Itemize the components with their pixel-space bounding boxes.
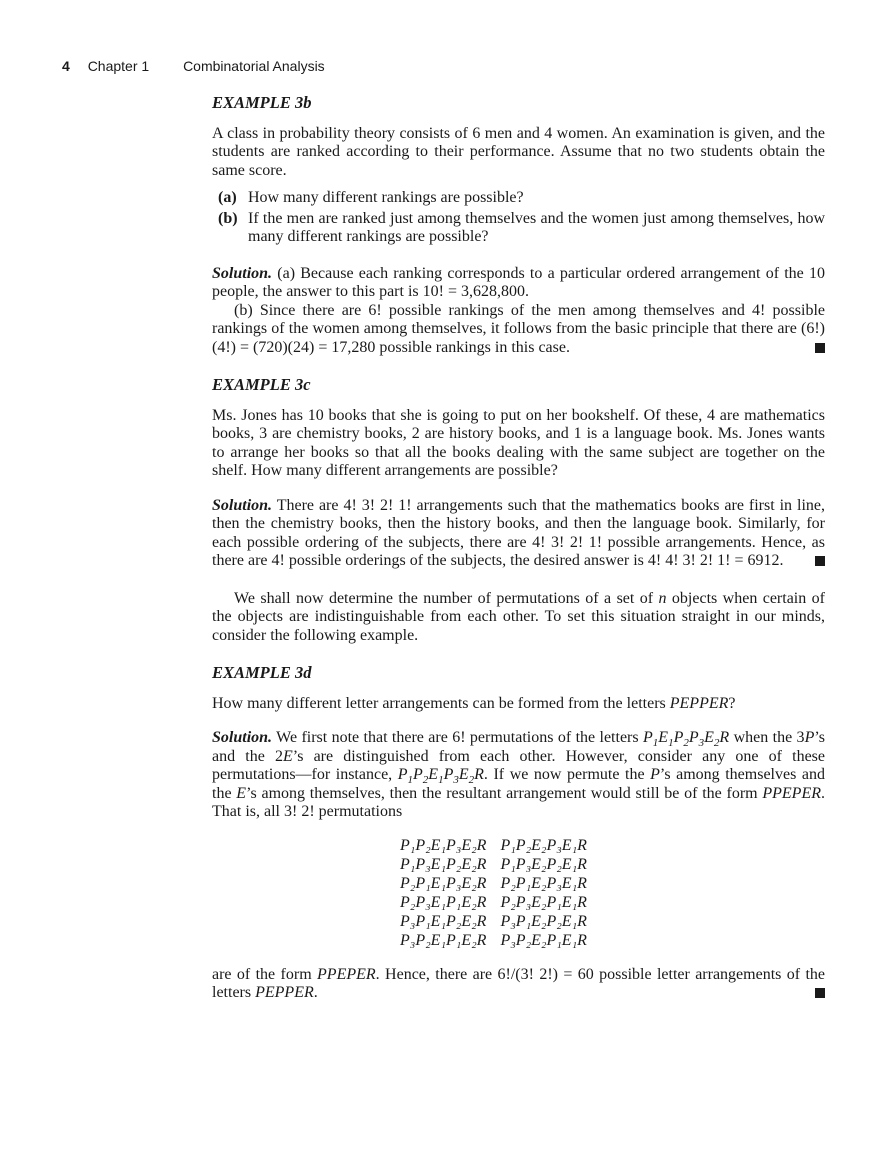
solution-text: There are 4! 3! 2! 1! arrangements such that the mathematics books are first in line, then the chemistry books, then the history books, and then the language book. Similarly, for each possible ordering of the subjects, there are 4! 3! 2! 1! possible arrangements. Hence, as there are 4! possible orderings of the subjects, the desired answer is 4! 4! 3! 2! 1! = 6912. (212, 496, 825, 569)
question-mark: ? (728, 694, 736, 712)
permutation-cell: P₂P₃E₂P₁E₁R (500, 893, 587, 911)
math-example-permutation: $P_1P_2E_1P_3E_2R$ (397, 766, 484, 787)
permutation-cell: P₃P₁E₂P₂E₁R (500, 912, 587, 930)
permutation-cell: P₂P₁E₁P₃E₂R (400, 874, 487, 892)
math-word: PEPPER (669, 694, 729, 712)
example-3d-question (212, 695, 825, 714)
permutation-cell: P₃P₁E₁P₂E₂R (400, 912, 487, 930)
question-part-text: How many different rankings are possible? (248, 189, 524, 206)
permutation-cell: P₁P₂E₂P₃E₁R (500, 836, 587, 854)
permutation-cell: P₂P₃E₁P₁E₂R (400, 893, 487, 911)
question-part-text: If the men are ranked just among themselves and the women just among themselves, how many different rankings are possible? (248, 209, 825, 245)
running-head (62, 58, 325, 74)
math-letter: E (236, 784, 247, 802)
question-part-b (218, 210, 825, 247)
example-3b-text: A class in probability theory consists of 6 men and 4 women. An examination is given, and the students are ranked according to their performance. Assume that no two students obtain the same score. (212, 124, 825, 179)
table-row (400, 931, 601, 950)
solution-text: ’s among themselves and the (212, 766, 825, 802)
table-row (400, 836, 601, 855)
example-3d-heading: EXAMPLE 3d (212, 663, 312, 682)
table-row (400, 874, 601, 893)
solution-text: . If we now permute the (483, 766, 651, 783)
table-row (400, 912, 601, 931)
solution-text: when the 3 (729, 729, 805, 746)
permutation-cell: P₃P₂E₂P₁E₁R (500, 931, 587, 949)
solution-text: We first note that there are 6! permutations of the letters (276, 729, 643, 746)
permutation-cell: P₁P₃E₁P₂E₂R (400, 855, 487, 873)
question-part-label: (b) (218, 209, 238, 227)
permutation-cell: P₂P₁E₂P₃E₁R (500, 874, 587, 892)
question-text: How many different letter arrangements can be formed from the letters (212, 694, 670, 712)
transition-text-2: objects when certain of the objects are indistinguishable from each other. To set this situation straight in our minds, consider the following example. (212, 589, 825, 644)
end-of-proof-square (815, 988, 825, 998)
example-3c-heading: EXAMPLE 3c (212, 375, 311, 394)
solution-label: Solution. (212, 729, 273, 746)
example-3c-solution (212, 497, 825, 571)
example-3b-solution-b (212, 302, 825, 358)
solution-text: ’s and the 2 (212, 729, 826, 765)
math-letter: P (804, 729, 815, 746)
example-3d-solution (212, 729, 825, 822)
solution-text: . That is, all 3! 2! permutations (212, 784, 825, 820)
solution-label: Solution. (212, 264, 273, 282)
solution-label: Solution. (212, 496, 273, 514)
page-number: 4 (62, 58, 70, 74)
permutation-cell: P₁P₃E₂P₂E₁R (500, 855, 587, 873)
solution-text: ’s are distinguished from each other. However, consider any one of these permutations—for instance, (212, 747, 826, 783)
math-letter: P (650, 766, 660, 783)
example-3c-text: Ms. Jones has 10 books that she is going to put on her bookshelf. Of these, 4 are mathematics books, 3 are chemistry books, 2 are history books, and 1 is a language book. Ms. Jones wants to arrange her books so that all the books dealing with the same subject are together on the shelf. How many different arrangements are possible? (212, 406, 825, 479)
permutation-table (400, 836, 601, 950)
math-word: PEPPER (255, 984, 314, 1001)
table-row (400, 893, 601, 912)
page-content (212, 94, 825, 1003)
permutation-cell: P₃P₂E₁P₁E₂R (400, 931, 487, 949)
chapter-title: Combinatorial Analysis (183, 58, 325, 74)
table-row (400, 855, 601, 874)
conclusion-text: . (313, 984, 318, 1001)
math-word: PPEPER (762, 784, 821, 802)
transition-paragraph (212, 590, 825, 646)
solution-text: ’s among themselves, then the resultant arrangement would still be of the form (246, 784, 763, 802)
math-n: n (658, 589, 667, 607)
conclusion-text: are of the form (212, 965, 318, 983)
math-letter: E (282, 747, 293, 765)
example-3d-conclusion (212, 966, 825, 1003)
math-word: PPEPER (317, 965, 376, 983)
example-3b-heading: EXAMPLE 3b (212, 93, 312, 112)
chapter-label: Chapter 1 (87, 58, 150, 74)
end-of-proof-square (815, 556, 825, 566)
end-of-proof-square (815, 343, 825, 353)
transition-text-1: We shall now determine the number of permutations of a set of (234, 589, 659, 607)
conclusion-text: . Hence, there are 6!/(3! 2!) = 60 possible letter arrangements of the letters (212, 965, 825, 1001)
question-part-label: (a) (218, 189, 237, 206)
question-part-a (218, 189, 825, 208)
math-labeled-letters: $P_1E_1P_2P_3E_2R$ (643, 729, 730, 750)
solution-a-text: (a) Because each ranking corresponds to a particular ordered arrangement of the 10 people, the answer to this part is 10! = 3,628,800. (212, 264, 826, 300)
permutation-cell: P₁P₂E₁P₃E₂R (400, 836, 487, 854)
example-3b-solution-a (212, 265, 825, 302)
solution-b-text: (b) Since there are 6! possible rankings of the men among themselves and 4! possible rankings of the women among themselves, it follows from the basic principle that there are (6!)(4!) = (720)(24) = 17,280 possible rankings in this case. (212, 301, 825, 356)
